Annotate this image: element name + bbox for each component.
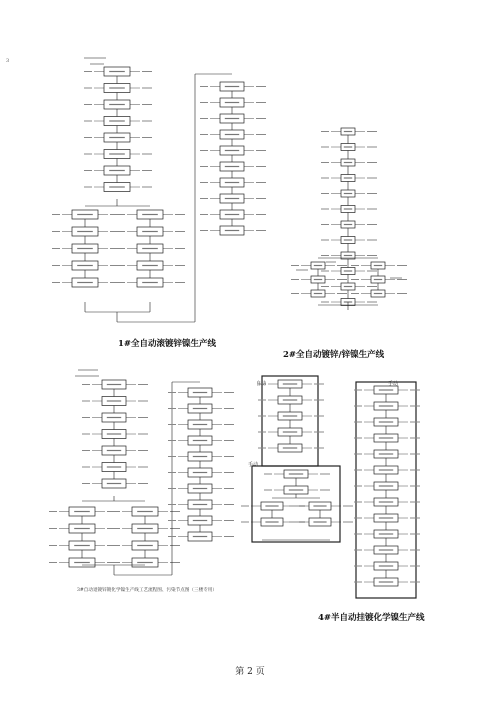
label-auto: 自动 bbox=[256, 381, 267, 387]
caption-line2: 2#全自动镀锌/锌镍生产线 bbox=[283, 350, 385, 360]
caption-line4: 4#半自动挂镀化学镍生产线 bbox=[318, 613, 425, 623]
label-manual-2: 手动 bbox=[388, 381, 399, 387]
margin-mark: 3 bbox=[6, 58, 10, 64]
caption-line3: 3#自动退镀锌镀化学镍生产线工艺流程图、污染节点图（三楼专用） bbox=[77, 588, 217, 593]
page-number: 第 2 页 bbox=[235, 667, 265, 677]
caption-line1: 1#全自动滚镀锌镍生产线 bbox=[118, 339, 217, 349]
label-manual: 手动 bbox=[248, 462, 259, 468]
